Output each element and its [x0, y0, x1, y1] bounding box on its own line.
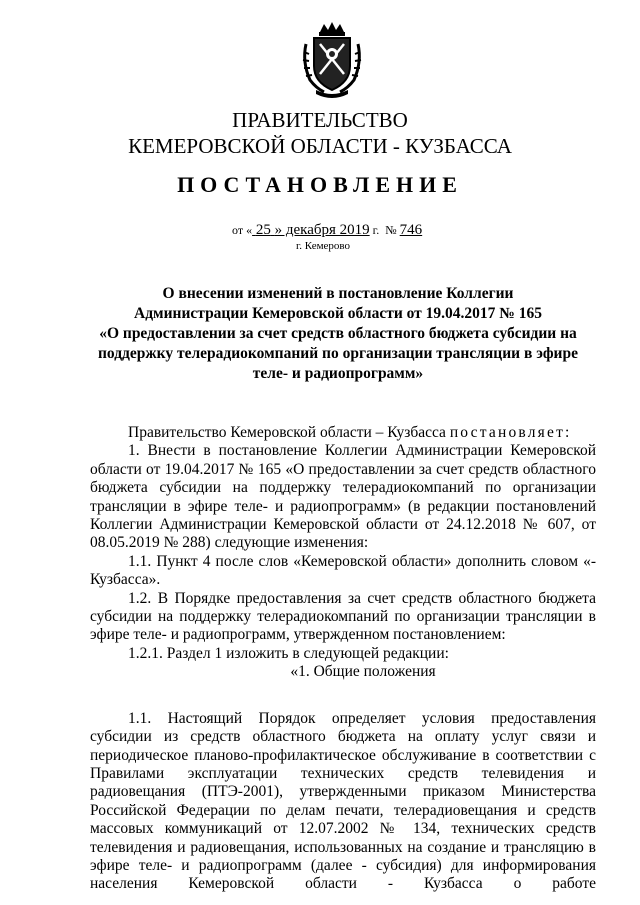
section-heading: «1. Общие положения: [290, 663, 436, 681]
paragraph-1-1: 1.1. Пункт 4 после слов «Кемеровской области» дополнить словом «- Кузбасса».: [90, 552, 596, 589]
title-line: «О предоставлении за счет средств областного бюджета субсидии на: [99, 325, 577, 342]
title-line: поддержку телерадиокомпаний по организации трансляции в эфире: [97, 345, 578, 362]
number-label: №: [385, 223, 397, 237]
title-line: Администрации Кемеровской области от 19.04.2017 № 165: [134, 305, 542, 322]
paragraph-section-1-1: 1.1. Настоящий Порядок определяет условия предоставления субсидии из средств областного бюджета на оплату услуг связи и периодическое планово-профилактическое обслуживание в соответствии с Правилами эксплуатации технических средств телевидения и радиовещания (ПТЭ-2001), утвержденными приказом Министерства Российской Федерации по делам печати, телерадиовещания и средств массовых коммуникаций от 12.07.2002 № 134, технических средств телевидения и радиовещания, использованных на создание и трансляцию в эфире теле- и радиопрограмм (далее - субсидия) для информирования населения Кемеровской области - Кузбасса о работе: [90, 709, 596, 893]
document-title: [90, 284, 586, 384]
date-prefix: от «: [232, 223, 253, 237]
intro-paragraph: Правительство Кемеровской области – Кузбасса постановляет:: [128, 424, 572, 441]
date-line: [232, 222, 422, 239]
city: г. Кемерово: [296, 240, 351, 252]
document-body: [90, 424, 596, 894]
title-line: О внесении изменений в постановление Коллегии: [162, 285, 514, 302]
paragraph-1-2: 1.2. В Порядке предоставления за счет средств областного бюджета субсидии на поддержку телерадиокомпаний по организации трансляции в эфире теле- и радиопрограмм, утвержденном постановлением:: [90, 589, 596, 644]
paragraph-1: 1. Внести в постановление Коллегии Администрации Кемеровской области от 19.04.2017 № 165 «О предоставлении за счет средств областного бюджета субсидии на поддержку телерадиокомпаний по организации трансляции в эфире теле- и радиопрограмм» (в редакции постановлений Коллегии Администрации Кемеровской области от 24.12.2018 № 607, от 08.05.2019 № 288) следующие изменения:: [90, 442, 596, 552]
date-month-year: » декабря 2019: [274, 222, 370, 238]
document-type: ПОСТАНОВЛЕНИЕ: [177, 172, 463, 197]
paragraph-1-2-1: 1.2.1. Раздел 1 изложить в следующей редакции:: [128, 644, 449, 662]
date-day: 25: [255, 222, 271, 238]
organization-name-line2: КЕМЕРОВСКОЙ ОБЛАСТИ - КУЗБАССА: [128, 134, 512, 158]
date-year-suffix: г.: [369, 223, 380, 237]
title-line: теле- и радиопрограмм»: [252, 365, 424, 382]
document-number: 746: [399, 222, 423, 238]
organization-name-line1: ПРАВИТЕЛЬСТВО: [232, 108, 408, 132]
coat-of-arms-emblem: [300, 22, 364, 98]
